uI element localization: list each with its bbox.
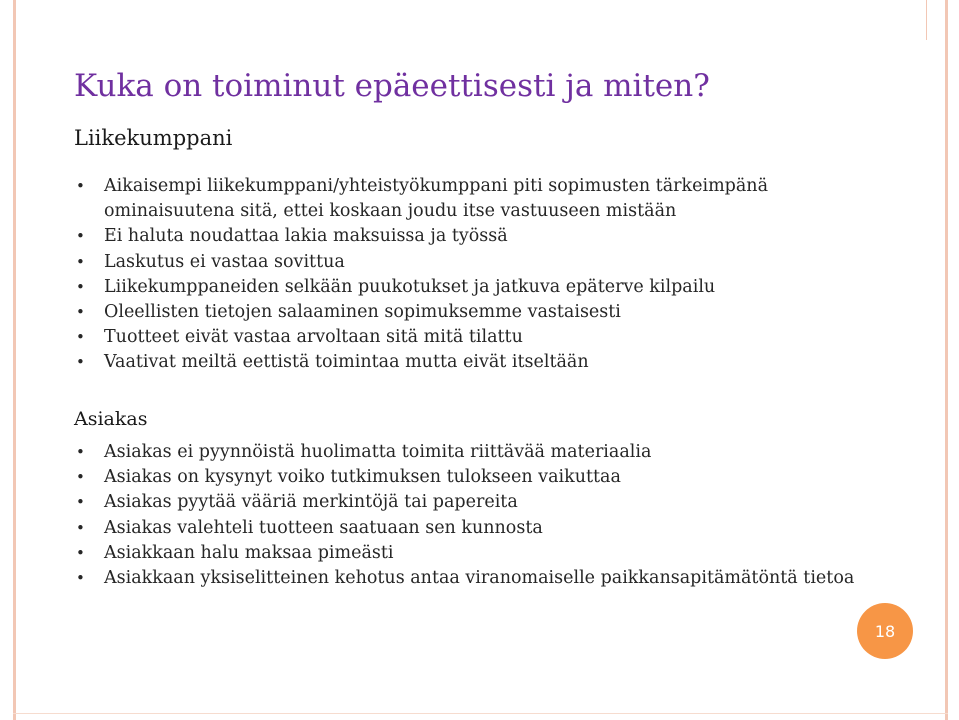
bullet-icon: • [76, 493, 85, 512]
bullet-icon: • [76, 468, 85, 487]
list-item-text: Asiakkaan yksiselitteinen kehotus antaa viranomaiselle paikkansapitämätöntä tietoa [104, 568, 855, 589]
list-item-text: Asiakas valehteli tuotteen saatuaan sen kunnosta [104, 517, 543, 538]
section-heading-partner: Liikekumppani [74, 126, 233, 150]
slide-border-bottom [13, 713, 948, 714]
bullet-icon: • [76, 569, 85, 588]
bullet-icon: • [76, 303, 85, 322]
list-item [0, 566, 864, 591]
slide-border-right-inner [926, 0, 927, 40]
list-item-text: Liikekumppaneiden selkään puukotukset ja jatkuva epäterve kilpailu [104, 276, 716, 297]
slide-border-right [945, 0, 948, 720]
bullet-icon: • [76, 543, 85, 562]
customer-bullet-list [0, 440, 864, 591]
list-item-text: Asiakkaan halu maksaa pimeästi [104, 542, 394, 563]
list-item-text: Oleellisten tietojen salaaminen sopimuksemme vastaisesti [104, 302, 621, 323]
bullet-icon: • [76, 328, 85, 347]
section-heading-customer: Asiakas [74, 408, 148, 430]
list-item [0, 465, 864, 490]
bullet-icon: • [76, 353, 85, 372]
list-item-text: Asiakas ei pyynnöistä huolimatta toimita riittävää materiaalia [104, 442, 652, 462]
list-item [0, 174, 864, 224]
list-item [0, 516, 864, 541]
list-item-text: Asiakas pyytää vääriä merkintöjä tai papereita [104, 492, 518, 513]
list-item-text: Asiakas on kysynyt voiko tutkimuksen tulokseen vaikuttaa [104, 467, 621, 488]
slide-title: Kuka on toiminut epäeettisesti ja miten? [74, 68, 710, 104]
list-item [0, 250, 864, 275]
list-item [0, 224, 864, 249]
list-item [0, 325, 864, 350]
list-item-text: Ei haluta noudattaa lakia maksuissa ja työssä [104, 226, 508, 247]
bullet-icon: • [76, 518, 85, 537]
bullet-icon: • [76, 177, 85, 195]
bullet-icon: • [76, 277, 85, 296]
bullet-icon: • [76, 443, 85, 461]
list-item [0, 440, 864, 465]
list-item [0, 490, 864, 515]
bullet-icon: • [76, 252, 85, 271]
list-item-text: Tuotteet eivät vastaa arvoltaan sitä mitä tilattu [104, 327, 523, 348]
page-number-badge: 18 [857, 603, 913, 659]
bullet-icon: • [76, 227, 85, 246]
list-item-text: Vaativat meiltä eettistä toimintaa mutta eivät itseltään [104, 352, 589, 373]
partner-bullet-list [0, 174, 864, 376]
list-item [0, 275, 864, 300]
list-item-text: Laskutus ei vastaa sovittua [104, 251, 345, 272]
list-item [0, 350, 864, 375]
list-item-text: Aikaisempi liikekumppani/yhteistyökumppani piti sopimusten tärkeimpänä ominaisuutena sitä, ettei koskaan joudu itse vastuuseen mistään [104, 176, 769, 222]
list-item [0, 300, 864, 325]
list-item [0, 541, 864, 566]
